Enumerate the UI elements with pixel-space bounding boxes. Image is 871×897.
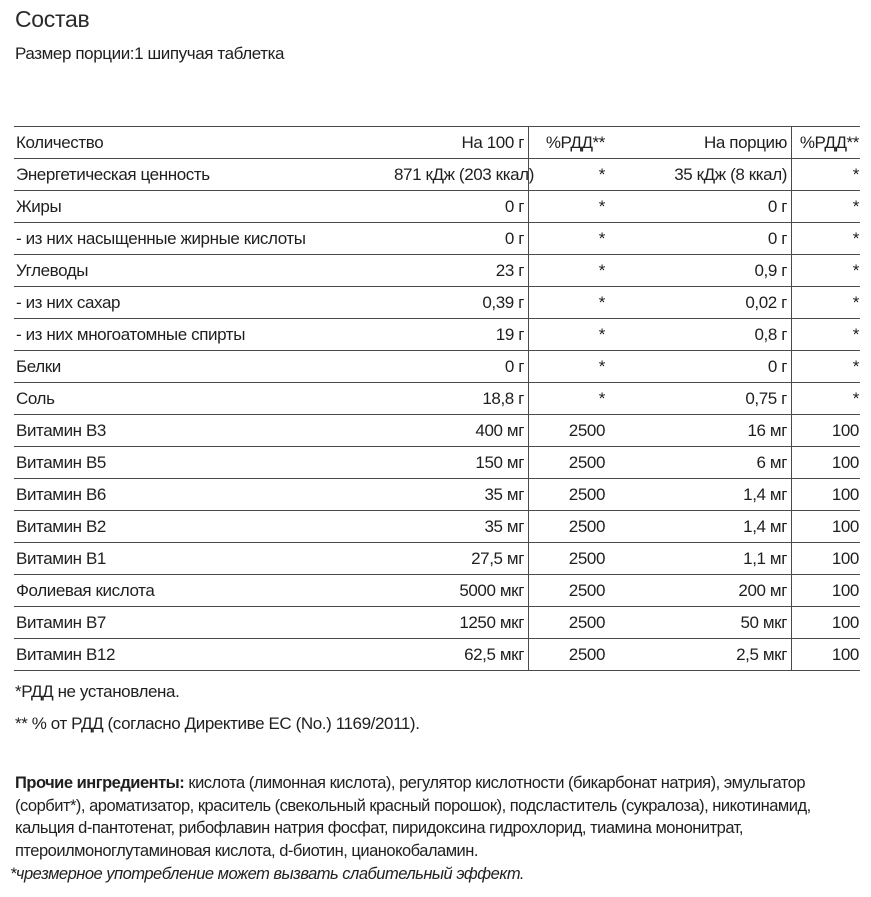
rdd-per-serving: * [852, 197, 859, 216]
value-per-serving: 1,1 мг [609, 543, 792, 574]
rdd-per-serving: * [852, 293, 859, 312]
table-row [14, 575, 860, 607]
value-per-100g: 0 г [394, 351, 529, 382]
value-per-100g: 62,5 мкг [394, 639, 529, 670]
ingredients-label: Прочие ингредиенты: [15, 774, 185, 792]
header-rdd-serving: %РДД** [799, 133, 859, 152]
nutrient-name: Углеводы [16, 261, 89, 280]
rdd-per-100g: 2500 [568, 517, 605, 536]
rdd-per-serving: * [852, 325, 859, 344]
value-per-100g: 871 кДж (203 ккал) [394, 159, 529, 190]
nutrient-name: Соль [16, 389, 55, 408]
table-row [14, 223, 860, 255]
value-per-100g: 23 г [394, 255, 529, 286]
value-per-serving: 0 г [609, 191, 792, 222]
value-per-100g: 150 мг [394, 447, 529, 478]
rdd-per-serving: 100 [831, 421, 859, 440]
value-per-serving: 0,8 г [609, 319, 792, 350]
nutrient-name: Жиры [16, 197, 62, 216]
table-row [14, 191, 860, 223]
rdd-per-serving: 100 [831, 453, 859, 472]
value-per-100g: 35 мг [394, 479, 529, 510]
value-per-serving: 1,4 мг [609, 511, 792, 542]
table-row [14, 447, 860, 479]
nutrient-name: Витамин В12 [16, 645, 116, 664]
nutrient-name: Витамин В3 [16, 421, 106, 440]
value-per-serving: 0,75 г [609, 383, 792, 414]
value-per-100g: 18,8 г [394, 383, 529, 414]
value-per-serving: 0,02 г [609, 287, 792, 318]
nutrient-name: - из них многоатомные спирты [16, 325, 246, 344]
header-per-100g: На 100 г [394, 127, 529, 158]
rdd-per-100g: * [598, 357, 605, 376]
rdd-per-100g: * [598, 293, 605, 312]
value-per-100g: 35 мг [394, 511, 529, 542]
rdd-per-serving: 100 [831, 517, 859, 536]
header-rdd-100g: %РДД** [545, 133, 605, 152]
footnote-rdd-not-set: *РДД не установлена. [15, 682, 180, 701]
value-per-100g: 27,5 мг [394, 543, 529, 574]
value-per-serving: 0,9 г [609, 255, 792, 286]
nutrient-name: Витамин В5 [16, 453, 106, 472]
other-ingredients [15, 772, 865, 862]
table-row [14, 255, 860, 287]
nutrient-name: Витамин В1 [16, 549, 106, 568]
rdd-per-100g: 2500 [568, 549, 605, 568]
table-row [14, 351, 860, 383]
rdd-per-100g: 2500 [568, 421, 605, 440]
value-per-serving: 200 мг [609, 575, 792, 606]
rdd-per-serving: * [852, 165, 859, 184]
rdd-per-100g: * [598, 229, 605, 248]
table-row [14, 319, 860, 351]
table-row [14, 479, 860, 511]
rdd-per-100g: * [598, 389, 605, 408]
rdd-per-serving: * [852, 357, 859, 376]
value-per-serving: 2,5 мкг [609, 639, 792, 670]
nutrient-name: - из них сахар [16, 293, 121, 312]
rdd-per-serving: 100 [831, 613, 859, 632]
value-per-serving: 6 мг [609, 447, 792, 478]
value-per-100g: 1250 мкг [394, 607, 529, 638]
value-per-serving: 0 г [609, 223, 792, 254]
laxative-warning: *чрезмерное употребление может вызвать слабительный эффект. [10, 865, 524, 883]
value-per-100g: 0 г [394, 191, 529, 222]
rdd-per-serving: 100 [831, 549, 859, 568]
table-row [14, 287, 860, 319]
table-row [14, 415, 860, 447]
table-row [14, 159, 860, 191]
rdd-per-serving: 100 [831, 645, 859, 664]
nutrient-name: Витамин В2 [16, 517, 106, 536]
footnote-rdd-directive: ** % от РДД (согласно Директиве ЕС (No.) 1169/2011). [15, 714, 420, 733]
rdd-per-100g: 2500 [568, 613, 605, 632]
nutrient-name: Витамин В7 [16, 613, 106, 632]
rdd-per-100g: * [598, 197, 605, 216]
header-quantity: Количество [16, 133, 104, 152]
value-per-100g: 0,39 г [394, 287, 529, 318]
value-per-serving: 16 мг [609, 415, 792, 446]
value-per-100g: 19 г [394, 319, 529, 350]
rdd-per-100g: * [598, 261, 605, 280]
serving-size: Размер порции:1 шипучая таблетка [15, 44, 285, 63]
rdd-per-100g: 2500 [568, 453, 605, 472]
value-per-serving: 35 кДж (8 ккал) [609, 159, 792, 190]
nutrient-name: Витамин В6 [16, 485, 106, 504]
rdd-per-100g: 2500 [568, 581, 605, 600]
rdd-per-serving: * [852, 389, 859, 408]
value-per-serving: 0 г [609, 351, 792, 382]
value-per-100g: 5000 мкг [394, 575, 529, 606]
nutrient-name: Белки [16, 357, 61, 376]
value-per-100g: 400 мг [394, 415, 529, 446]
table-row [14, 511, 860, 543]
rdd-per-100g: * [598, 325, 605, 344]
ingredients-text: кислота (лимонная кислота), регулятор кислотности (бикарбонат натрия), эмульгатор (сорбит*), ароматизатор, краситель (свекольный красный порошок), подсластитель (сукралоза), никотинамид, кальция d-пантотенат, рибофлавин натрия фосфат, пиридоксина гидрохлорид, тиамина мононитрат, птероилмоноглутаминовая кислота, d-биотин, цианокобаламин. [15, 774, 811, 860]
value-per-serving: 50 мкг [609, 607, 792, 638]
table-row [14, 543, 860, 575]
value-per-serving: 1,4 мг [609, 479, 792, 510]
nutrient-name: - из них насыщенные жирные кислоты [16, 229, 306, 248]
header-per-serving: На порцию [609, 127, 792, 158]
nutrient-name: Фолиевая кислота [16, 581, 155, 600]
table-row [14, 383, 860, 415]
table-header-row [14, 127, 860, 159]
table-row [14, 607, 860, 639]
rdd-per-serving: * [852, 229, 859, 248]
rdd-per-serving: * [852, 261, 859, 280]
page-title: Состав [15, 6, 90, 32]
nutrient-name: Энергетическая ценность [16, 165, 210, 184]
rdd-per-serving: 100 [831, 485, 859, 504]
nutrition-table [14, 126, 860, 671]
rdd-per-100g: * [598, 165, 605, 184]
rdd-per-100g: 2500 [568, 485, 605, 504]
rdd-per-serving: 100 [831, 581, 859, 600]
table-row [14, 639, 860, 671]
value-per-100g: 0 г [394, 223, 529, 254]
rdd-per-100g: 2500 [568, 645, 605, 664]
